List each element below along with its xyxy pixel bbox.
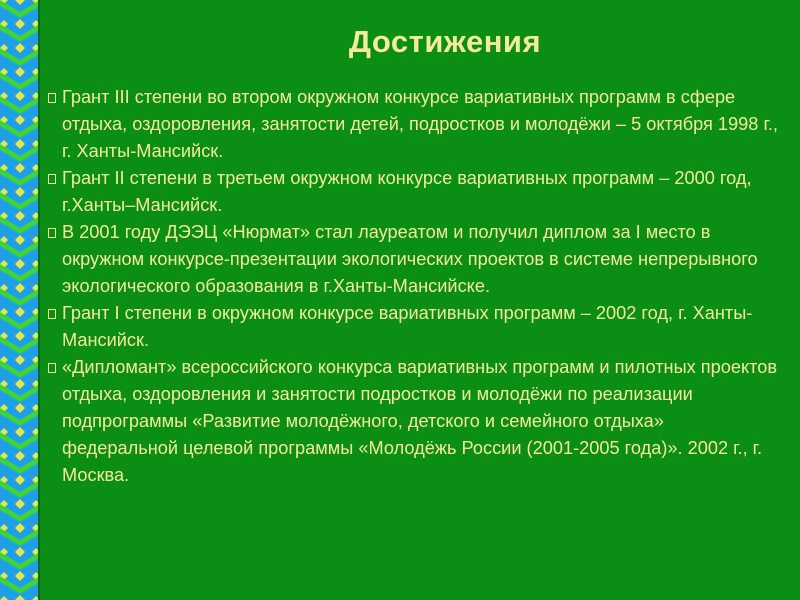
- ornament-pattern: [0, 0, 40, 600]
- decorative-ornament-border: [0, 0, 40, 600]
- achievement-item: [48, 354, 778, 489]
- achievement-text: «Дипломант» всероссийского конкурса вариативных программ и пилотных проектов отдыха, оздоровления и занятости подростков и молодёжи по реализации подпрограммы «Развитие молодёжного, детского и семейного отдыха» федеральной целевой программы «Молодёжь России (2001-2005 года)». 2002 г., г. Москва.: [62, 357, 778, 485]
- achievement-item: [48, 165, 778, 219]
- slide-title: Достижения: [348, 24, 542, 59]
- achievement-item: [48, 219, 778, 300]
- achievement-text: В 2001 году ДЭЭЦ «Нюрмат» стал лауреатом и получил диплом за I место в окружном конкурсе-презентации экологических проектов в системе непрерывного экологического образования в г.Ханты-Мансийске.: [62, 222, 758, 296]
- achievement-text: Грант II степени в третьем окружном конкурсе вариативных программ – 2000 год, г.Ханты–Мансийск.: [62, 168, 752, 215]
- achievement-item: [48, 300, 778, 354]
- achievements-list: [48, 84, 778, 489]
- bullet-box-icon: [48, 93, 56, 103]
- bullet-box-icon: [48, 309, 56, 319]
- achievement-text: Грант III степени во втором окружном конкурсе вариативных программ в сфере отдыха, оздоровления, занятости детей, подростков и молодёжи – 5 октября 1998 г., г. Ханты-Мансийск.: [62, 87, 778, 161]
- bullet-box-icon: [48, 228, 56, 238]
- ornament-edge: [38, 0, 40, 600]
- achievement-item: [48, 84, 778, 165]
- achievement-text: Грант I степени в окружном конкурсе вариативных программ – 2002 год, г. Ханты-Мансийск.: [62, 303, 753, 350]
- bullet-box-icon: [48, 363, 56, 373]
- bullet-box-icon: [48, 174, 56, 184]
